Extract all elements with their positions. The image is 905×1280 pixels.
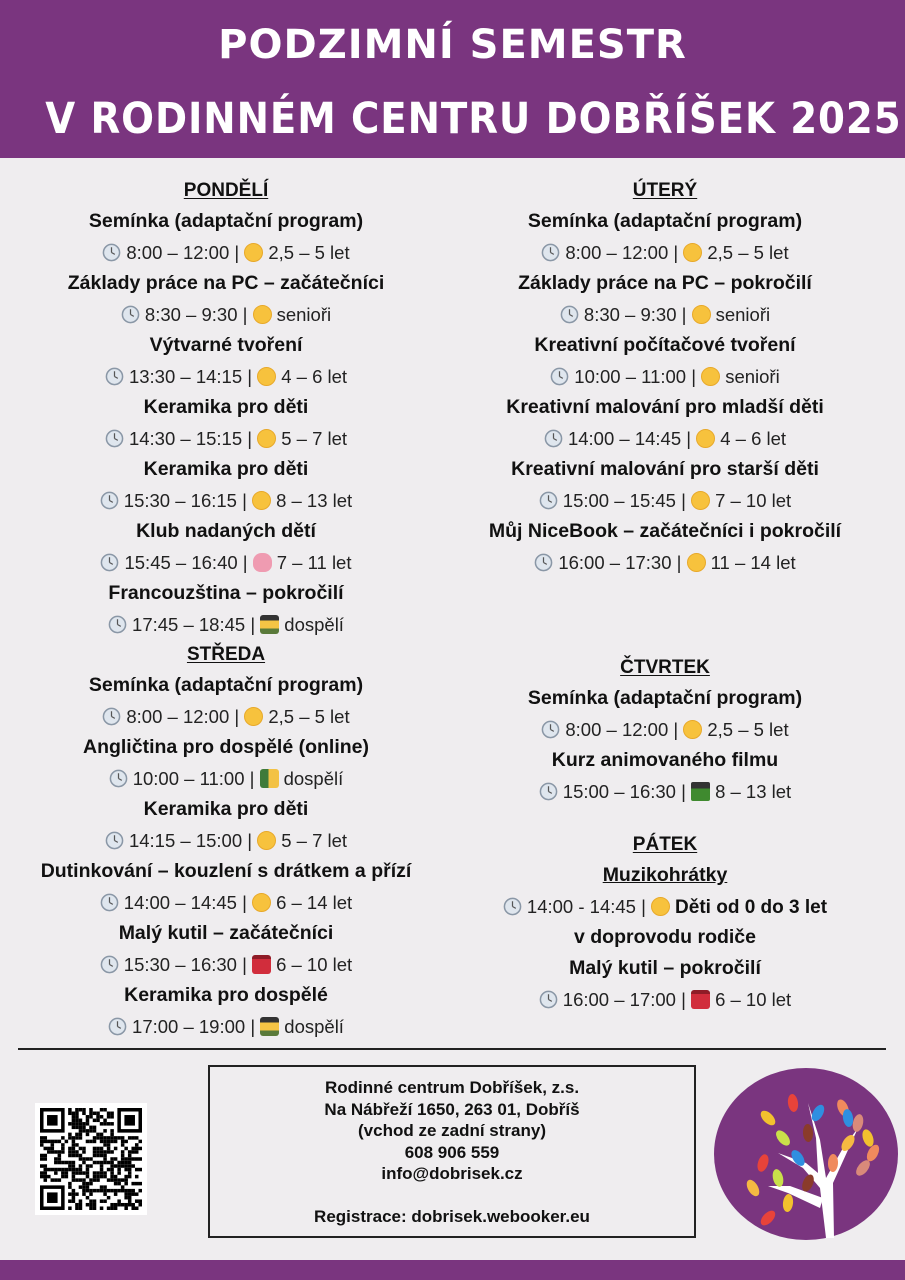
- course-time: 14:30 – 15:15: [128, 428, 243, 449]
- course-audience: 4 – 6 let: [720, 428, 787, 449]
- course-note: v doprovodu rodiče: [573, 926, 756, 948]
- clock-icon: [108, 1014, 127, 1033]
- course-time: 8:00 – 12:00: [126, 706, 230, 727]
- clock-icon: [541, 717, 560, 736]
- course-title: Kreativní počítačové tvoření: [534, 334, 796, 356]
- toolbox-icon: [252, 955, 271, 974]
- clock-icon: [102, 240, 121, 259]
- course-time-row: [445, 361, 885, 392]
- clock-icon: [539, 987, 558, 1006]
- clock-icon: [100, 488, 119, 507]
- baby-icon: [244, 243, 263, 262]
- tree-logo: [708, 1068, 902, 1244]
- day-heading: ÚTERÝ: [632, 180, 698, 201]
- course-title: Výtvarné tvoření: [149, 334, 303, 356]
- course-time: 15:30 – 16:15: [123, 490, 237, 511]
- clock-icon: [108, 612, 127, 631]
- day-4: [445, 652, 885, 807]
- course-time-row: [6, 763, 446, 794]
- course-audience: Děti od 0 do 3 let: [675, 897, 828, 918]
- separator: |: [686, 366, 702, 387]
- course-time-row: [445, 299, 885, 330]
- email[interactable]: info@dobrisek.cz: [381, 1164, 523, 1183]
- day-2: [445, 175, 885, 578]
- course-title: Keramika pro děti: [143, 798, 309, 820]
- separator: |: [668, 719, 684, 740]
- child-icon: [257, 831, 276, 850]
- day-heading: STŘEDA: [186, 644, 266, 665]
- course-audience: 7 – 11 let: [276, 552, 352, 573]
- separator: |: [242, 830, 258, 851]
- clock-icon: [100, 550, 119, 569]
- separator: |: [236, 892, 253, 913]
- course-audience: senioři: [725, 366, 780, 387]
- separator: |: [675, 490, 692, 511]
- separator: |: [237, 552, 253, 573]
- course-time: 16:00 – 17:00: [562, 989, 676, 1010]
- clock-icon: [541, 240, 560, 259]
- course-time-row: [6, 299, 446, 330]
- address: Na Nábřeží 1650, 263 01, Dobříš: [324, 1099, 580, 1119]
- course-time-row: [6, 949, 446, 980]
- course-title: Základy práce na PC – pokročilí: [518, 272, 812, 294]
- qr-code[interactable]: [35, 1103, 147, 1215]
- course-audience: 2,5 – 5 let: [268, 706, 350, 727]
- course-time: 8:00 – 12:00: [565, 719, 669, 740]
- child-icon: [252, 893, 271, 912]
- course-time: 8:30 – 9:30: [144, 304, 238, 325]
- entrance-note: (vchod ze zadní strany): [358, 1121, 546, 1140]
- course-time-row: [6, 887, 446, 918]
- course-time: 17:45 – 18:45: [132, 614, 246, 635]
- header-banner: [0, 0, 905, 158]
- course-title: Dutinkování – kouzlení s drátkem a přízí: [40, 860, 412, 882]
- day-heading: PÁTEK: [632, 834, 698, 855]
- course-time: 15:45 – 16:40: [124, 552, 238, 573]
- course-time: 17:00 – 19:00: [132, 1016, 246, 1037]
- course-time: 10:00 – 11:00: [574, 366, 687, 387]
- course-time-row: [6, 1011, 446, 1042]
- course-title: Klub nadaných dětí: [136, 520, 316, 542]
- course-audience: 6 – 10 let: [715, 989, 792, 1010]
- separator: |: [242, 366, 258, 387]
- clock-icon: [544, 426, 563, 445]
- toolbox-icon: [691, 990, 710, 1009]
- course-audience: dospělí: [283, 768, 344, 789]
- separator: |: [245, 614, 261, 635]
- course-title: Semínka (adaptační program): [527, 687, 803, 709]
- course-time: 10:00 – 11:00: [132, 768, 245, 789]
- course-audience: 11 – 14 let: [710, 552, 796, 573]
- clapper-icon: [691, 782, 710, 801]
- day-heading: ČTVRTEK: [620, 657, 710, 678]
- course-audience: 2,5 – 5 let: [268, 242, 350, 263]
- course-time: 15:00 – 16:30: [562, 781, 676, 802]
- clock-icon: [100, 952, 119, 971]
- course-title: Semínka (adaptační program): [88, 210, 364, 232]
- course-time: 14:00 – 14:45: [567, 428, 682, 449]
- course-audience: 4 – 6 let: [281, 366, 348, 387]
- course-time-row: [6, 485, 446, 516]
- clock-icon: [560, 302, 579, 321]
- course-title: Můj NiceBook – začátečníci i pokročilí: [488, 520, 842, 542]
- course-title: Kreativní malování pro mladší děti: [506, 396, 824, 418]
- course-time-row: [6, 361, 446, 392]
- course-time: 16:00 – 17:30: [558, 552, 672, 573]
- course-time-row: [445, 423, 885, 454]
- course-audience: 5 – 7 let: [281, 830, 348, 851]
- child-icon: [252, 491, 271, 510]
- course-time: 15:30 – 16:30: [123, 954, 237, 975]
- course-time-row: [445, 714, 885, 745]
- day-1: [6, 175, 446, 640]
- footer-bar: [0, 1260, 905, 1280]
- course-audience: dospělí: [284, 614, 344, 635]
- course-audience: 8 – 13 let: [276, 490, 353, 511]
- separator: |: [244, 768, 260, 789]
- clock-icon: [539, 779, 558, 798]
- clock-icon: [105, 828, 124, 847]
- clock-icon: [102, 704, 121, 723]
- separator: |: [229, 242, 245, 263]
- child-icon: [687, 553, 706, 572]
- course-title: Keramika pro děti: [143, 396, 309, 418]
- separator: |: [236, 954, 253, 975]
- separator: |: [676, 304, 692, 325]
- course-title: Základy práce na PC – začátečníci: [67, 272, 385, 294]
- course-time-row: [445, 776, 885, 807]
- course-time-row: [445, 237, 885, 268]
- course-audience: 5 – 7 let: [281, 428, 348, 449]
- clock-icon: [534, 550, 553, 569]
- separator: |: [237, 304, 253, 325]
- course-time: 14:00 – 14:45: [123, 892, 237, 913]
- course-audience: 2,5 – 5 let: [707, 719, 789, 740]
- day-heading: PONDĚLÍ: [183, 180, 269, 201]
- child-icon: [257, 429, 276, 448]
- child-icon: [257, 367, 276, 386]
- graduate-icon: [260, 615, 279, 634]
- course-title: Keramika pro děti: [143, 458, 309, 480]
- clock-icon: [121, 302, 140, 321]
- baby-icon: [683, 243, 702, 262]
- org-name: Rodinné centrum Dobříšek, z.s.: [324, 1078, 580, 1097]
- child-icon: [691, 491, 710, 510]
- baby-icon: [244, 707, 263, 726]
- course-time-row: [6, 609, 446, 640]
- course-title: Kreativní malování pro starší děti: [511, 458, 819, 480]
- course-title: Angličtina pro dospělé (online): [82, 736, 369, 758]
- course-title: Semínka (adaptační program): [527, 210, 803, 232]
- older-person-icon: [701, 367, 720, 386]
- clock-icon: [539, 488, 558, 507]
- course-audience: senioři: [276, 304, 332, 325]
- course-title: Malý kutil – pokročilí: [569, 957, 761, 979]
- course-audience: 7 – 10 let: [715, 490, 792, 511]
- separator: |: [236, 490, 253, 511]
- course-audience: dospělí: [284, 1016, 344, 1037]
- course-audience: 6 – 14 let: [276, 892, 353, 913]
- day-3: [6, 639, 446, 1042]
- older-person-icon: [692, 305, 711, 324]
- course-audience: 8 – 13 let: [715, 781, 792, 802]
- separator: |: [675, 989, 692, 1010]
- course-time-row: [445, 891, 885, 922]
- course-title: Kurz animovaného filmu: [551, 749, 779, 771]
- clock-icon: [105, 426, 124, 445]
- separator: |: [675, 781, 692, 802]
- phone[interactable]: 608 906 559: [404, 1142, 500, 1162]
- contact-box: [208, 1065, 696, 1238]
- course-time-row: [445, 984, 885, 1015]
- separator: |: [671, 552, 687, 573]
- course-time-row: [6, 701, 446, 732]
- brain-icon: [253, 553, 272, 572]
- separator: |: [229, 706, 245, 727]
- separator: |: [668, 242, 684, 263]
- course-time-row: [445, 547, 885, 578]
- clock-icon: [109, 766, 128, 785]
- course-time: 8:00 – 12:00: [565, 242, 669, 263]
- course-time: 13:30 – 14:15: [128, 366, 243, 387]
- course-time-row: [6, 825, 446, 856]
- course-audience: 6 – 10 let: [276, 954, 353, 975]
- registration-link[interactable]: Registrace: dobrisek.webooker.eu: [314, 1206, 590, 1226]
- course-time-row: [6, 423, 446, 454]
- course-title: Malý kutil – začátečníci: [118, 922, 334, 944]
- course-time: 14:00 - 14:45: [526, 896, 636, 917]
- course-title: Muzikohrátky: [602, 864, 728, 886]
- course-title: Keramika pro dospělé: [124, 984, 328, 1006]
- title-line-2: V RODINNÉM CENTRU DOBŘÍŠEK 2025: [45, 94, 902, 144]
- artist-icon: [260, 1017, 279, 1036]
- course-time: 8:30 – 9:30: [583, 304, 677, 325]
- course-title: Semínka (adaptační program): [88, 674, 364, 696]
- older-person-icon: [253, 305, 272, 324]
- clock-icon: [503, 894, 522, 913]
- course-time: 8:00 – 12:00: [126, 242, 230, 263]
- child-icon: [696, 429, 715, 448]
- baby-icon: [683, 720, 702, 739]
- day-5: [445, 829, 885, 1015]
- course-time-row: [445, 485, 885, 516]
- course-audience: 2,5 – 5 let: [707, 242, 789, 263]
- course-time: 15:00 – 15:45: [562, 490, 676, 511]
- separator: |: [245, 1016, 261, 1037]
- course-time-row: [6, 547, 446, 578]
- teacher-icon: [260, 769, 279, 788]
- divider: [18, 1048, 886, 1050]
- clock-icon: [100, 890, 119, 909]
- title-line-1: PODZIMNÍ SEMESTR: [218, 22, 687, 68]
- separator: |: [635, 896, 652, 917]
- separator: |: [681, 428, 697, 449]
- course-title: Francouzština – pokročilí: [108, 582, 344, 604]
- course-time: 14:15 – 15:00: [128, 830, 243, 851]
- course-audience: senioři: [715, 304, 771, 325]
- clock-icon: [550, 364, 569, 383]
- baby-icon: [651, 897, 670, 916]
- course-time-row: [6, 237, 446, 268]
- separator: |: [242, 428, 258, 449]
- clock-icon: [105, 364, 124, 383]
